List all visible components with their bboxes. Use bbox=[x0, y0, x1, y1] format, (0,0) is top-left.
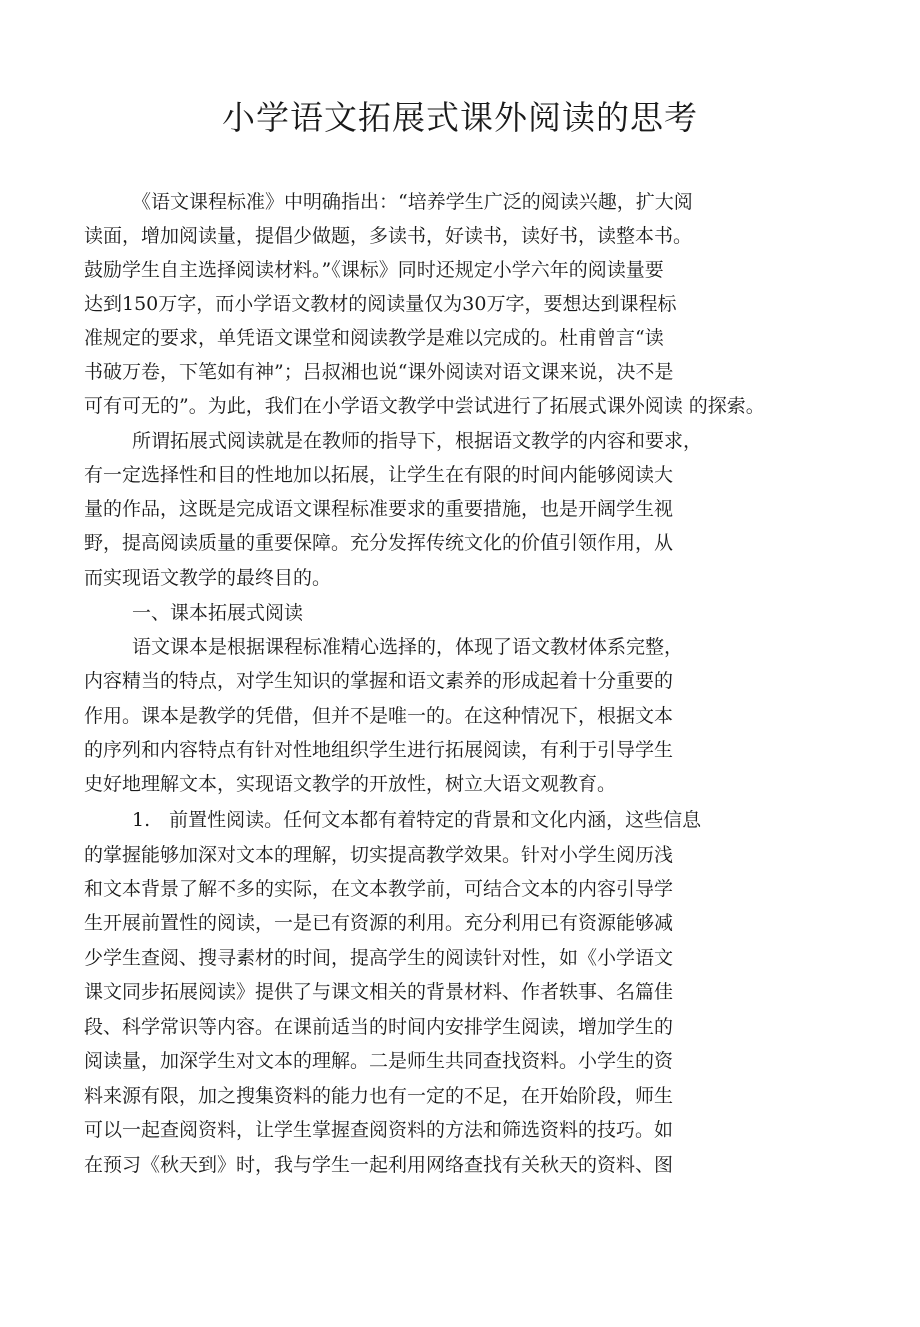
text-line: 量的作品，这既是完成语文课程标准要求的重要措施，也是开阔学生视 bbox=[84, 498, 674, 520]
text-line: 料来源有限，加之搜集资料的能力也有一定的不足，在开始阶段，师生 bbox=[84, 1085, 674, 1107]
text-line: 准规定的要求，单凭语文课堂和阅读教学是难以完成的。杜甫曾言“读 bbox=[84, 327, 664, 349]
section-heading: 一、课本拓展式阅读 bbox=[132, 602, 304, 624]
text-line: 读面，增加阅读量，提倡少做题，多读书，好读书，读好书，读整本书。 bbox=[84, 225, 693, 247]
text-line: 野，提高阅读质量的重要保障。充分发挥传统文化的价值引领作用，从 bbox=[84, 532, 674, 554]
text-line: 生开展前置性的阅读，一是已有资源的利用。充分利用已有资源能够减 bbox=[84, 912, 674, 934]
text-line: 达到150万字，而小学语文教材的阅读量仅为30万字，要想达到课程标 bbox=[84, 293, 677, 315]
text-line: 有一定选择性和目的性地加以拓展，让学生在有限的时间内能够阅读大 bbox=[84, 464, 674, 486]
text-line: 的掌握能够加深对文本的理解，切实提高教学效果。针对小学生阅历浅 bbox=[84, 844, 674, 866]
text-line: 语文课本是根据课程标准精心选择的，体现了语文教材体系完整， bbox=[132, 636, 684, 658]
text-line: 鼓励学生自主选择阅读材料。”《课标》同时还规定小学六年的阅读量要 bbox=[84, 259, 664, 281]
text-line: 和文本背景了解不多的实际，在文本教学前，可结合文本的内容引导学 bbox=[84, 878, 674, 900]
text-line: 内容精当的特点，对学生知识的掌握和语文素养的形成起着十分重要的 bbox=[84, 670, 674, 692]
text-line: 而实现语文教学的最终目的。 bbox=[84, 567, 332, 589]
text-line: 阅读量，加深学生对文本的理解。二是师生共同查找资料。小学生的资 bbox=[84, 1050, 674, 1072]
text-line: 可有可无的”。为此，我们在小学语文教学中尝试进行了拓展式课外阅读 的探索。 bbox=[84, 395, 765, 417]
text-line: 《语文课程标准》中明确指出：“培养学生广泛的阅读兴趣，扩大阅 bbox=[132, 191, 693, 213]
text-line: 可以一起查阅资料，让学生掌握查阅资料的方法和筛选资料的技巧。如 bbox=[84, 1119, 674, 1141]
text-line: 课文同步拓展阅读》提供了与课文相关的背景材料、作者轶事、名篇佳 bbox=[84, 981, 674, 1003]
text-line: 所谓拓展式阅读就是在教师的指导下，根据语文教学的内容和要求， bbox=[132, 430, 703, 452]
text-line: 1. 前置性阅读。任何文本都有着特定的背景和文化内涵，这些信息 bbox=[132, 809, 702, 831]
text-line: 书破万卷，下笔如有神”；吕叔湘也说“课外阅读对语文课来说，决不是 bbox=[84, 361, 674, 383]
text-line: 的序列和内容特点有针对性地组织学生进行拓展阅读，有利于引导学生 bbox=[84, 739, 674, 761]
text-line: 史好地理解文本，实现语文教学的开放性，树立大语文观教育。 bbox=[84, 773, 617, 795]
text-line: 在预习《秋天到》时，我与学生一起利用网络查找有关秋天的资料、图 bbox=[84, 1154, 674, 1176]
document-title: 小学语文拓展式课外阅读的思考 bbox=[222, 98, 698, 137]
text-line: 少学生查阅、搜寻素材的时间，提高学生的阅读针对性，如《小学语文 bbox=[84, 947, 674, 969]
text-line: 段、科学常识等内容。在课前适当的时间内安排学生阅读，增加学生的 bbox=[84, 1016, 674, 1038]
text-line: 作用。课本是教学的凭借，但并不是唯一的。在这种情况下，根据文本 bbox=[84, 705, 674, 727]
